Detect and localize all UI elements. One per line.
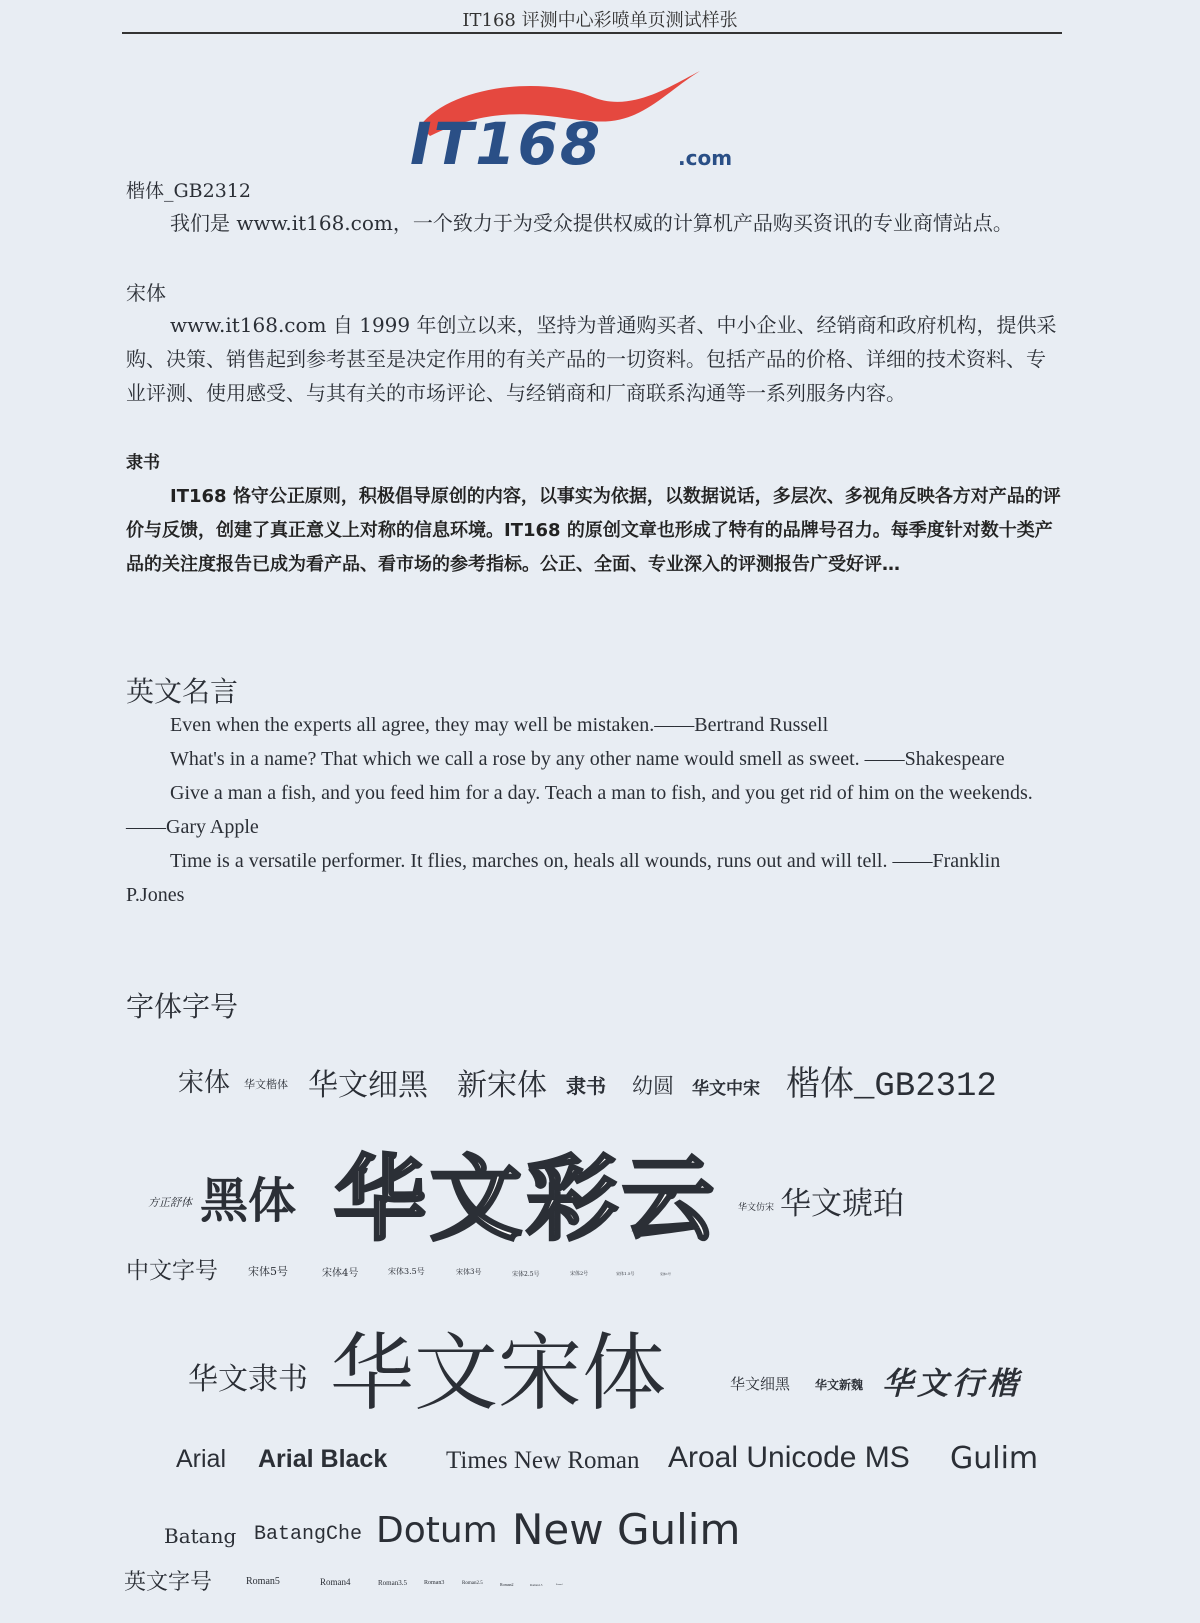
font-sample-huawenxihei: 华文细黑 — [308, 1068, 428, 1103]
page-header-title: IT168 评测中心彩喷单页测试样张 — [462, 10, 738, 31]
chinese-sizes-label: 中文字号 — [126, 1258, 218, 1284]
quote-item: What's in a name? That which we call a rose by any other name would smell as sweet. ——Shakespeare — [170, 748, 1005, 770]
english-size-sample: Roman3.5 — [378, 1579, 407, 1587]
font-sample-new-gulim: New Gulim — [512, 1505, 741, 1554]
font-sample-huawencaiyun: 华文彩云 — [334, 1146, 719, 1253]
font-sample-huawenxinwei: 华文新魏 — [815, 1378, 864, 1392]
font-sample-gulim: Gulim — [950, 1441, 1039, 1476]
font-sample-youyuan: 幼圆 — [632, 1074, 674, 1098]
it168-logo — [410, 66, 780, 178]
quote-item: Even when the experts all agree, they may well be mistaken.——Bertrand Russell — [170, 714, 829, 736]
english-size-sample: Roman4 — [320, 1577, 351, 1587]
fonts-heading: 字体字号 — [126, 990, 239, 1023]
chinese-size-sample: 宋体2.5号 — [512, 1271, 540, 1278]
quotes-block — [126, 708, 1061, 912]
font-sample-huawenkaiti: 华文楷体 — [244, 1078, 288, 1091]
font-sample-arial: Arial — [176, 1445, 227, 1473]
chinese-size-sample: 宋体3号 — [456, 1268, 482, 1276]
english-size-sample: Roman1 — [556, 1584, 563, 1586]
english-size-sample: Roman2 — [500, 1582, 514, 1587]
font-sample-songti: 宋体 — [178, 1068, 231, 1098]
lishu-label: 隶书 — [126, 453, 160, 473]
font-sample-huawenlishu: 华文隶书 — [188, 1362, 308, 1397]
font-sample-times-new-roman: Times New Roman — [446, 1447, 640, 1474]
lishu-paragraph: IT168 恪守公正原则，积极倡导原创的内容，以事实为依据，以数据说话，多层次、多视角反映各方对产品的评价与反馈，创建了真正意义上对称的信息环境。IT168 的原创文章也形成了特有的品牌号召力。每季度针对数十类产品的关注度报告已成为看产品、看市场的参考指标。公正、全面、专业深入的评测报告广受好评… — [126, 486, 1061, 575]
font-sample-lishu: 隶书 — [566, 1074, 606, 1098]
header-rule — [122, 32, 1062, 34]
english-size-sample: Roman2.5 — [462, 1581, 483, 1586]
english-sizes-label: 英文字号 — [124, 1570, 213, 1595]
chinese-size-sample: 宋体3.5号 — [388, 1267, 425, 1276]
font-sample-huawensongti: 华文宋体 — [330, 1324, 667, 1422]
chinese-size-sample: 宋体1号 — [660, 1272, 671, 1276]
font-sample-kaiti-gb2312: 楷体_GB2312 — [786, 1068, 997, 1106]
kaiti-label: 楷体_GB2312 — [126, 180, 251, 202]
font-sample-huawenzhongsong: 华文中宋 — [692, 1079, 760, 1099]
font-sample-xinsongti: 新宋体 — [457, 1068, 547, 1103]
songti-label: 宋体 — [126, 281, 166, 305]
font-sample-heiti: 黑体 — [200, 1173, 297, 1229]
font-sample-huawenfangsong: 华文仿宋 — [738, 1203, 775, 1213]
english-size-sample: Roman3 — [424, 1580, 445, 1586]
chinese-size-sample: 宋体2号 — [570, 1271, 589, 1277]
font-sample-aroal-unicode: Aroal Unicode MS — [668, 1441, 910, 1474]
chinese-size-sample: 宋体4号 — [322, 1268, 359, 1279]
logo-text: IT168 — [410, 110, 603, 178]
font-sample-huawenhupo: 华文琥珀 — [780, 1186, 904, 1222]
logo-suffix: .com — [678, 146, 733, 170]
chinese-size-sample: 宋体5号 — [248, 1265, 288, 1278]
font-sample-batang: Batang — [164, 1524, 237, 1548]
chinese-size-sample: 宋体1.5号 — [616, 1271, 635, 1276]
font-sample-batangche: BatangChe — [254, 1523, 363, 1546]
font-sample-arial-black: Arial Black — [258, 1445, 388, 1473]
font-sample-fangzhengshuti: 方正舒体 — [148, 1196, 192, 1209]
font-sample-huawenxingkai: 华文行楷 — [882, 1366, 1022, 1402]
quote-item: Give a man a fish, and you feed him for a day. Teach a man to fish, and you get rid of him on the weekends. ——Gary Apple — [126, 782, 1033, 838]
songti-paragraph: www.it168.com 自 1999 年创立以来，坚持为普通购买者、中小企业、经销商和政府机构，提供采购、决策、销售起到参考甚至是决定作用的有关产品的一切资料。包括产品的价格、详细的技术资料、专业评测、使用感受、与其有关的市场评论、与经销商和厂商联系沟通等一系列服务内容。 — [126, 313, 1057, 405]
quote-item: Time is a versatile performer. It flies, marches on, heals all wounds, runs out and will tell. ——Franklin P.Jones — [126, 850, 1001, 906]
quotes-heading: 英文名言 — [126, 675, 239, 708]
english-size-sample: Roman5 — [246, 1576, 280, 1587]
english-size-sample: Roman1.5 — [530, 1583, 543, 1587]
font-sample-dotum: Dotum — [376, 1510, 498, 1551]
font-sample-huawenxihei-small: 华文细黑 — [730, 1375, 791, 1393]
kaiti-paragraph: 我们是 www.it168.com，一个致力于为受众提供权威的计算机产品购买资讯的专业商情站点。 — [170, 211, 1013, 235]
